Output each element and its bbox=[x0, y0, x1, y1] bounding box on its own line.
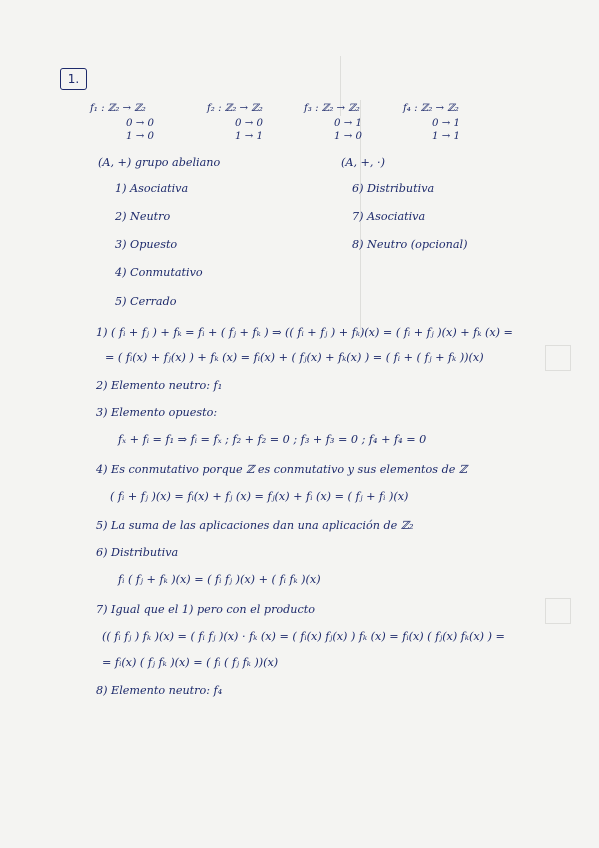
function-map-row: 0 → 1 bbox=[334, 118, 362, 129]
function-map-row: 0 → 0 bbox=[126, 118, 154, 129]
exercise-number-box: 1. bbox=[60, 68, 87, 90]
function-map-row: 0 → 1 bbox=[432, 118, 460, 129]
proof-line: 5) La suma de las aplicaciones dan una aplicación de ℤ₂ bbox=[96, 519, 414, 532]
proof-line: fₓ + fᵢ = f₁ ⇒ fᵢ = fₓ ; f₂ + f₂ = 0 ; f₃ + f₃ = 0 ; f₄ + f₄ = 0 bbox=[118, 433, 427, 446]
property-item: 2) Neutro bbox=[115, 210, 171, 223]
function-map-row: 0 → 0 bbox=[235, 118, 263, 129]
property-item: 8) Neutro (opcional) bbox=[352, 238, 468, 251]
proof-line: 1) ( fᵢ + fⱼ ) + fₖ = fᵢ + ( fⱼ + fₖ ) ⇒ (( fᵢ + fⱼ ) + fₖ)(x) = ( fᵢ + fⱼ )(x) + fₖ (x) = bbox=[96, 326, 513, 339]
ring-header: (A, +, ·) bbox=[341, 156, 385, 169]
property-item: 4) Conmutativo bbox=[115, 266, 203, 279]
bleed-through-box bbox=[545, 345, 571, 371]
property-item: 3) Opuesto bbox=[115, 238, 178, 251]
proof-line: = fᵢ(x) ( fⱼ fₖ )(x) = ( fᵢ ( fⱼ fₖ ))(x) bbox=[102, 656, 279, 669]
proof-line: 3) Elemento opuesto: bbox=[96, 406, 218, 419]
function-map-row: 1 → 0 bbox=[126, 131, 154, 142]
bleed-through-box bbox=[545, 598, 571, 624]
property-item: 5) Cerrado bbox=[115, 295, 177, 308]
function-map-row: 1 → 0 bbox=[334, 131, 362, 142]
proof-line: 6) Distributiva bbox=[96, 546, 179, 559]
proof-line: ( fᵢ + fⱼ )(x) = fᵢ(x) + fⱼ (x) = fⱼ(x) + fᵢ (x) = ( fⱼ + fᵢ )(x) bbox=[110, 490, 409, 503]
function-map-row: 1 → 1 bbox=[432, 131, 460, 142]
proof-line: (( fᵢ fⱼ ) fₖ )(x) = ( fᵢ fⱼ )(x) · fₖ (x) = ( fᵢ(x) fⱼ(x) ) fₖ (x) = fᵢ(x) ( fⱼ(x) fₖ(x) ) = bbox=[102, 630, 505, 643]
function-header: f₁ : ℤ₂ → ℤ₂ bbox=[90, 103, 146, 114]
proof-line: 4) Es conmutativo porque ℤ es conmutativo y sus elementos de ℤ bbox=[96, 463, 468, 476]
function-header: f₃ : ℤ₂ → ℤ₂ bbox=[304, 103, 360, 114]
proof-line: 8) Elemento neutro: f₄ bbox=[96, 684, 223, 697]
group-header: (A, +) grupo abeliano bbox=[98, 156, 221, 169]
property-item: 1) Asociativa bbox=[115, 182, 189, 195]
function-map-row: 1 → 1 bbox=[235, 131, 263, 142]
proof-line: = ( fᵢ(x) + fⱼ(x) ) + fₖ (x) = fᵢ(x) + ( fⱼ(x) + fₖ(x) ) = ( fᵢ + ( fⱼ + fₖ ))(x) bbox=[105, 351, 484, 364]
proof-line: fᵢ ( fⱼ + fₖ )(x) = ( fᵢ fⱼ )(x) + ( fᵢ fₖ )(x) bbox=[118, 573, 321, 586]
proof-line: 7) Igual que el 1) pero con el producto bbox=[96, 603, 316, 616]
function-header: f₂ : ℤ₂ → ℤ₂ bbox=[207, 103, 263, 114]
property-item: 6) Distributiva bbox=[352, 182, 435, 195]
function-header: f₄ : ℤ₂ → ℤ₂ bbox=[403, 103, 459, 114]
property-item: 7) Asociativa bbox=[352, 210, 426, 223]
proof-line: 2) Elemento neutro: f₁ bbox=[96, 379, 223, 392]
